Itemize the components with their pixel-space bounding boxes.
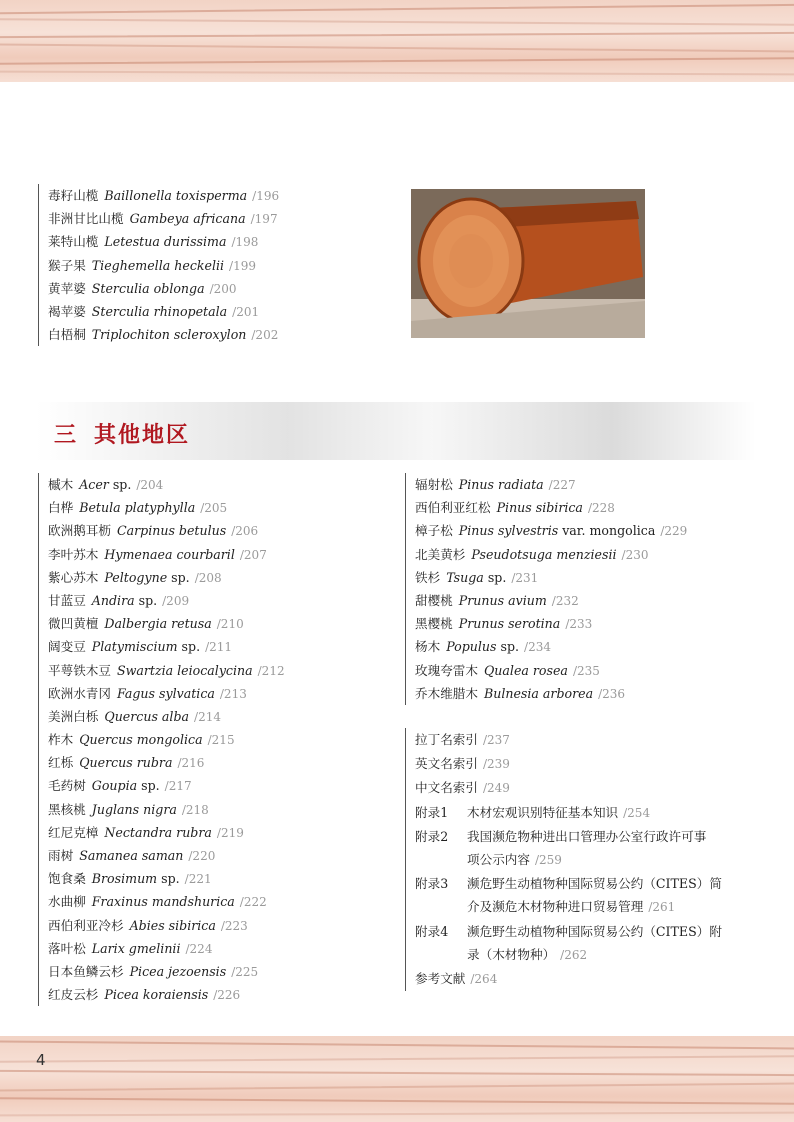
species-entry [415, 473, 687, 496]
right-species-list [405, 473, 687, 705]
appendix-title-line [467, 920, 760, 943]
species-entry [415, 496, 687, 519]
appendix-title [467, 872, 760, 919]
species-qualifier: sp. [138, 592, 158, 608]
chinese-name: 饱食桑 [48, 871, 86, 887]
page-reference: /201 [232, 304, 260, 319]
page-reference: /225 [231, 964, 259, 979]
page-reference: /249 [482, 781, 510, 796]
latin-name: Samanea saman [79, 848, 184, 863]
page-reference: /212 [257, 663, 285, 678]
page-reference: /228 [587, 501, 615, 516]
latin-name: Prunus avium [458, 592, 547, 608]
latin-name: Pinus sibirica [496, 500, 583, 516]
species-qualifier: sp. [171, 569, 190, 585]
chinese-name: 落叶松 [48, 940, 86, 956]
references-label: 参考文献 [415, 971, 466, 987]
latin-name: Quercus mongolica [79, 732, 203, 748]
page-reference: /208 [194, 570, 222, 585]
appendix-entry [415, 920, 760, 967]
species-entry [48, 937, 285, 960]
appendix-title-text: 木材宏观识别特征基本知识 [467, 804, 619, 820]
species-entry [48, 983, 285, 1006]
species-entry [48, 473, 285, 496]
page-reference: /214 [194, 709, 221, 724]
appendix-entry [415, 872, 760, 919]
species-entry [415, 682, 687, 705]
latin-name: Abies sibirica [129, 917, 216, 933]
species-entry [48, 798, 285, 821]
species-entry [48, 774, 285, 797]
latin-name: Juglans nigra [91, 801, 177, 817]
page-reference: /199 [229, 258, 256, 273]
appendix-title-text: 介及濒危木材物种进口贸易管理 [467, 899, 644, 915]
chinese-name: 红尼克樟 [48, 824, 99, 840]
appendix-title-text: 项公示内容 [467, 852, 530, 868]
appendix-title-line [467, 943, 760, 967]
references-page: /264 [470, 972, 498, 987]
species-qualifier: sp. [141, 778, 160, 794]
page-reference: /220 [188, 849, 216, 863]
page-reference: /218 [181, 802, 209, 817]
chinese-name: 水曲柳 [48, 894, 86, 910]
page-reference: /204 [136, 478, 164, 492]
chinese-name: 北美黄杉 [415, 546, 466, 562]
species-entry [48, 751, 285, 774]
page-reference: /226 [213, 988, 241, 1003]
index-list [415, 728, 760, 801]
page-reference: /217 [164, 779, 192, 794]
log-photo [411, 189, 645, 338]
section-number: 三 [54, 423, 79, 448]
species-qualifier: sp. [181, 639, 201, 655]
latin-name: Platymiscium [91, 639, 178, 655]
species-entry [48, 635, 285, 658]
page-reference: /224 [185, 941, 213, 956]
chinese-name: 阔变豆 [48, 639, 86, 655]
appendix-title [467, 825, 760, 872]
chinese-name: 玫瑰夸雷木 [415, 662, 478, 678]
species-entry [48, 230, 279, 253]
page-reference: /232 [551, 593, 579, 608]
page-reference: /200 [209, 281, 237, 296]
species-entry [48, 728, 285, 751]
species-entry [48, 821, 285, 844]
latin-name: Pinus sylvestris [458, 523, 559, 539]
page-reference: /202 [251, 328, 279, 343]
latin-name: Letestua durissima [104, 234, 227, 250]
chinese-name: 西伯利亚红松 [415, 500, 491, 516]
latin-name: Fagus sylvatica [116, 685, 215, 701]
index-entry [415, 728, 760, 752]
chinese-name: 紫心苏木 [48, 569, 99, 585]
index-label: 中文名索引 [415, 780, 478, 796]
chinese-name: 白桦 [48, 500, 74, 516]
appendix-title [467, 801, 760, 825]
chinese-name: 非洲甘比山榄 [48, 211, 124, 227]
species-entry [48, 844, 285, 867]
page-reference: /227 [548, 478, 576, 492]
species-entry [48, 914, 285, 937]
chinese-name: 雨树 [48, 848, 74, 863]
latin-name: Prunus serotina [458, 616, 561, 632]
latin-name: Sterculia oblonga [91, 280, 205, 296]
latin-name: Qualea rosea [483, 662, 568, 678]
page-reference: /215 [207, 733, 235, 748]
species-entry [415, 543, 687, 566]
appendix-entry [415, 801, 760, 825]
chinese-name: 褐苹婆 [48, 303, 86, 319]
page-reference: /207 [239, 547, 267, 562]
appendix-title [467, 920, 760, 967]
page-reference: /222 [239, 895, 267, 910]
species-entry [48, 519, 285, 542]
species-entry [48, 682, 285, 705]
species-entry [48, 705, 285, 728]
latin-name: Betula platyphylla [79, 500, 196, 516]
latin-name: Picea jezoensis [129, 963, 227, 979]
page-reference: /206 [231, 524, 259, 539]
chinese-name: 白梧桐 [48, 327, 86, 343]
latin-name: Tsuga [446, 569, 484, 585]
page-reference: /221 [184, 872, 212, 887]
page-reference: /196 [252, 189, 280, 203]
species-entry [48, 323, 279, 346]
chinese-name: 猴子果 [48, 257, 86, 273]
page-reference: /198 [231, 235, 259, 250]
latin-name: Populus [446, 639, 497, 655]
chinese-name: 毒籽山榄 [48, 188, 99, 203]
species-entry [48, 496, 285, 519]
chinese-name: 甜樱桃 [415, 592, 453, 608]
page-reference: /211 [205, 640, 233, 655]
index-entry [415, 752, 760, 776]
page-reference: /234 [524, 640, 551, 655]
species-entry [48, 890, 285, 913]
page-reference: /259 [534, 853, 562, 868]
page-reference: /236 [598, 686, 626, 701]
appendix-title-line [467, 872, 760, 895]
chinese-name: 美洲白栎 [48, 708, 99, 724]
chinese-name: 黄苹婆 [48, 280, 86, 296]
species-entry [415, 589, 687, 612]
latin-name: Quercus rubra [79, 755, 173, 771]
latin-name: Carpinus betulus [116, 523, 227, 539]
latin-name: Triplochiton scleroxylon [91, 327, 247, 343]
chinese-name: 莱特山榄 [48, 234, 99, 250]
species-entry [48, 659, 285, 682]
latin-name: Pinus radiata [458, 477, 544, 492]
species-entry [415, 519, 687, 542]
bottom-woodgrain-band [0, 1036, 794, 1122]
latin-name: Pseudotsuga menziesii [471, 546, 617, 562]
appendix-title-line [467, 848, 760, 872]
species-qualifier: sp. [161, 871, 180, 887]
latin-name: Tieghemella heckelii [91, 257, 225, 273]
page-reference: /262 [560, 947, 588, 962]
appendix-label: 附录2 [415, 828, 449, 844]
index-label: 拉丁名索引 [415, 732, 478, 747]
latin-name: Goupia [91, 778, 138, 794]
species-entry [48, 960, 285, 983]
chinese-name: 西伯利亚冷杉 [48, 917, 124, 933]
species-entry [48, 589, 285, 612]
appendix-title-text: 濒危野生动植物种国际贸易公约（CITES）附 [467, 923, 722, 939]
left-species-list [38, 473, 285, 1006]
appendix-title-text: 我国濒危物种进出口管理办公室行政许可事 [467, 828, 707, 844]
page-reference: /230 [621, 547, 649, 562]
page-reference: /235 [572, 663, 600, 678]
page-reference: /229 [660, 524, 688, 539]
chinese-name: 欧洲鹅耳枥 [48, 523, 111, 539]
chinese-name: 辐射松 [415, 477, 453, 492]
appendix-title-text: 濒危野生动植物种国际贸易公约（CITES）简 [467, 876, 722, 892]
latin-name: Brosimum [91, 871, 158, 887]
log-illustration [411, 189, 645, 338]
top-species-list [38, 184, 279, 346]
species-entry [48, 543, 285, 566]
species-entry [415, 566, 687, 589]
species-entry [415, 659, 687, 682]
page-reference: /209 [162, 593, 190, 608]
appendix-title-line [467, 801, 760, 825]
species-qualifier: sp. [500, 639, 520, 655]
species-entry [48, 277, 279, 300]
latin-name: Hymenaea courbaril [104, 546, 235, 562]
chinese-name: 黑核桃 [48, 801, 86, 817]
page-reference: /197 [250, 212, 278, 227]
chinese-name: 乔木维腊木 [415, 685, 478, 701]
top-woodgrain-band [0, 0, 794, 82]
latin-name: Nectandra rubra [104, 824, 212, 840]
appendix-label: 附录4 [415, 923, 449, 939]
page-reference: /205 [200, 501, 228, 516]
page-reference: /261 [648, 900, 676, 915]
chinese-name: 李叶苏木 [48, 546, 99, 562]
appendix-label: 附录1 [415, 804, 449, 820]
species-entry [48, 207, 279, 230]
page-reference: /223 [220, 918, 248, 933]
latin-name: Gambeya africana [129, 211, 246, 227]
chinese-name: 红栎 [48, 755, 74, 771]
page-reference: /219 [216, 825, 244, 840]
chinese-name: 黑樱桃 [415, 616, 453, 632]
appendix-entry [415, 825, 760, 872]
page-reference: /213 [219, 686, 247, 701]
appendix-list [415, 801, 760, 967]
section-title: 其他地区 [94, 423, 191, 448]
chinese-name: 铁杉 [415, 569, 441, 585]
chinese-name: 柞木 [48, 732, 74, 748]
species-entry [48, 184, 279, 207]
species-entry [415, 612, 687, 635]
species-entry [48, 254, 279, 277]
latin-name: Andira [91, 592, 135, 608]
index-label: 英文名索引 [415, 756, 478, 772]
chinese-name: 杨木 [415, 639, 441, 655]
page-reference: /216 [177, 756, 205, 771]
species-entry [415, 635, 687, 658]
chinese-name: 樟子松 [415, 523, 453, 539]
chinese-name: 平萼铁木豆 [48, 662, 111, 678]
appendix-label: 附录3 [415, 876, 449, 892]
latin-name: Quercus alba [104, 708, 190, 724]
section-heading [54, 418, 206, 449]
page-reference: /237 [482, 733, 510, 747]
page-number: 4 [36, 1051, 46, 1069]
references-entry [415, 967, 760, 991]
latin-name: Acer [79, 477, 109, 492]
chinese-name: 毛药树 [48, 778, 86, 794]
species-entry [48, 566, 285, 589]
page-reference: /210 [216, 617, 244, 632]
latin-name: Dalbergia retusa [104, 616, 212, 632]
species-qualifier: var. mongolica [562, 523, 656, 539]
index-and-appendix-list [405, 728, 760, 991]
latin-name: Picea koraiensis [104, 987, 209, 1003]
appendix-title-line [467, 895, 760, 919]
page-reference: /231 [511, 570, 539, 585]
latin-name: Baillonella toxisperma [104, 188, 248, 203]
latin-name: Fraxinus mandshurica [91, 894, 235, 910]
species-qualifier: sp. [487, 569, 507, 585]
latin-name: Swartzia leiocalycina [116, 662, 253, 678]
index-entry [415, 776, 760, 800]
species-entry [48, 867, 285, 890]
chinese-name: 槭木 [48, 477, 74, 492]
chinese-name: 甘蓝豆 [48, 592, 86, 608]
species-qualifier: sp. [112, 477, 132, 492]
latin-name: Sterculia rhinopetala [91, 303, 228, 319]
chinese-name: 微凹黄檀 [48, 616, 99, 632]
chinese-name: 日本鱼鳞云杉 [48, 963, 124, 979]
page-reference: /254 [623, 805, 651, 820]
page-reference: /239 [482, 757, 510, 772]
page-reference: /233 [565, 617, 593, 632]
appendix-title-text: 录（木材物种） [467, 946, 556, 962]
species-entry [48, 612, 285, 635]
latin-name: Bulnesia arborea [483, 685, 594, 701]
appendix-title-line [467, 825, 760, 848]
chinese-name: 红皮云杉 [48, 987, 99, 1003]
latin-name: Peltogyne [104, 569, 168, 585]
species-entry [48, 300, 279, 323]
chinese-name: 欧洲水青冈 [48, 685, 111, 701]
latin-name: Larix gmelinii [91, 940, 181, 956]
